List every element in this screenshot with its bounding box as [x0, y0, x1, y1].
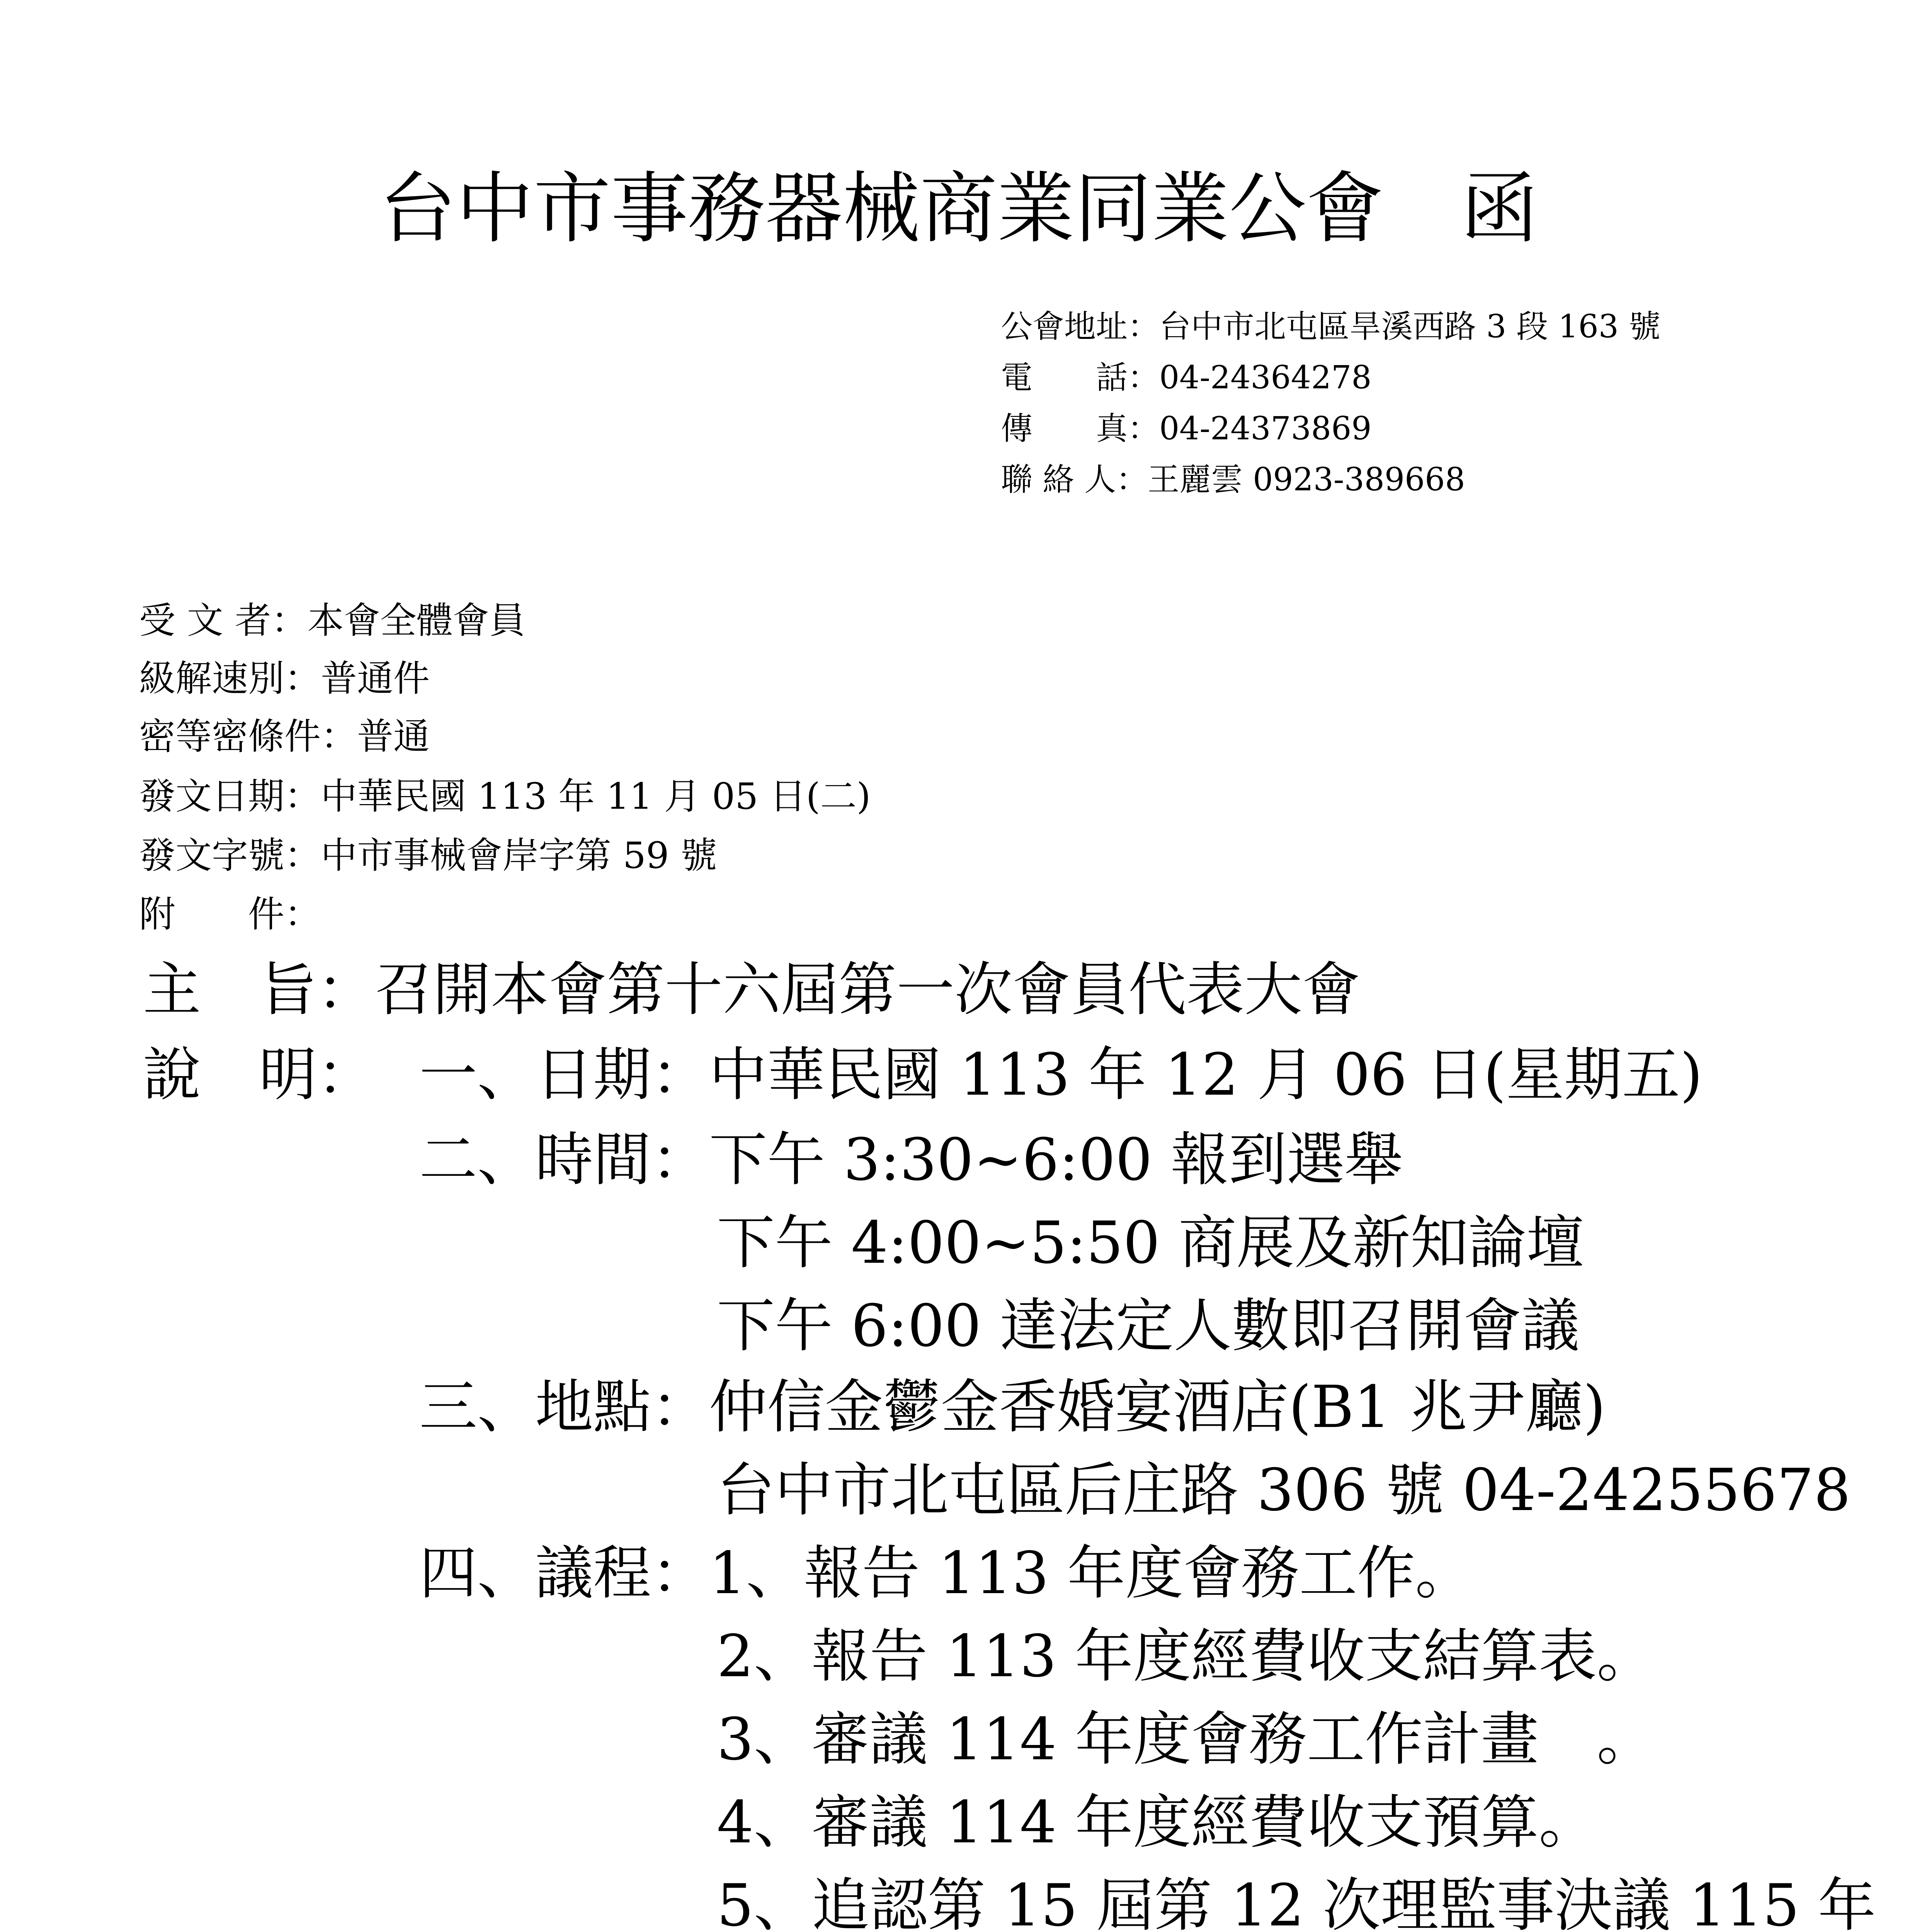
- item-date: 一、日期：中華民國 113 年 12 月 06 日(星期五): [419, 1041, 1703, 1109]
- meta-issue-date: 發文日期：中華民國 113 年 11 月 05 日(二): [139, 776, 871, 818]
- subject-label: 主 旨：: [143, 956, 375, 1024]
- contact-person: 聯 絡 人：王麗雲 0923-389668: [1001, 461, 1465, 498]
- meta-confidentiality: 密等密條件：普通: [139, 716, 430, 758]
- explanation-label: 說 明：: [143, 1041, 375, 1109]
- item-time-forum: 下午 4:00~5:50 商展及新知論壇: [717, 1209, 1584, 1277]
- item-time-meeting: 下午 6:00 達法定人數即召開會議: [717, 1293, 1580, 1360]
- item-venue: 三、地點：仲信金鬱金香婚宴酒店(B1 兆尹廳): [419, 1374, 1606, 1441]
- item-time: 二、時間：下午 3:30~6:00 報到選舉: [419, 1126, 1403, 1194]
- meta-document-number: 發文字號：中市事械會岸字第 59 號: [139, 835, 717, 877]
- meta-attachment: 附 件：: [139, 893, 321, 935]
- contact-address: 公會地址：台中市北屯區旱溪西路 3 段 163 號: [1001, 308, 1660, 345]
- contact-phone: 電 話：04-24364278: [1001, 359, 1372, 396]
- meta-recipient: 受 文 者：本會全體會員: [139, 600, 526, 642]
- item-agenda: 四、議程：1、報告 113 年度會務工作。: [419, 1540, 1473, 1607]
- subject-line: [143, 943, 1360, 1026]
- letter-title: 台中市事務器械商業同業公會 函: [379, 164, 1538, 254]
- item-venue-address: 台中市北屯區后庄路 306 號 04-24255678: [717, 1457, 1851, 1524]
- contact-fax: 傳 真：04-24373869: [1001, 410, 1372, 447]
- agenda-item-4: 4、審議 114 年度經費收支預算。: [717, 1789, 1597, 1856]
- agenda-item-3: 3、審議 114 年度會務工作計畫 。: [717, 1706, 1655, 1773]
- subject-text: 召開本會第十六屆第一次會員代表大會: [375, 956, 1361, 1024]
- agenda-item-2: 2、報告 113 年度經費收支結算表。: [717, 1623, 1655, 1690]
- agenda-item-5: 5、追認第 15 屆第 12 次理監事決議 115 年: [717, 1872, 1876, 1932]
- meta-urgency: 級解速別：普通件: [139, 658, 430, 700]
